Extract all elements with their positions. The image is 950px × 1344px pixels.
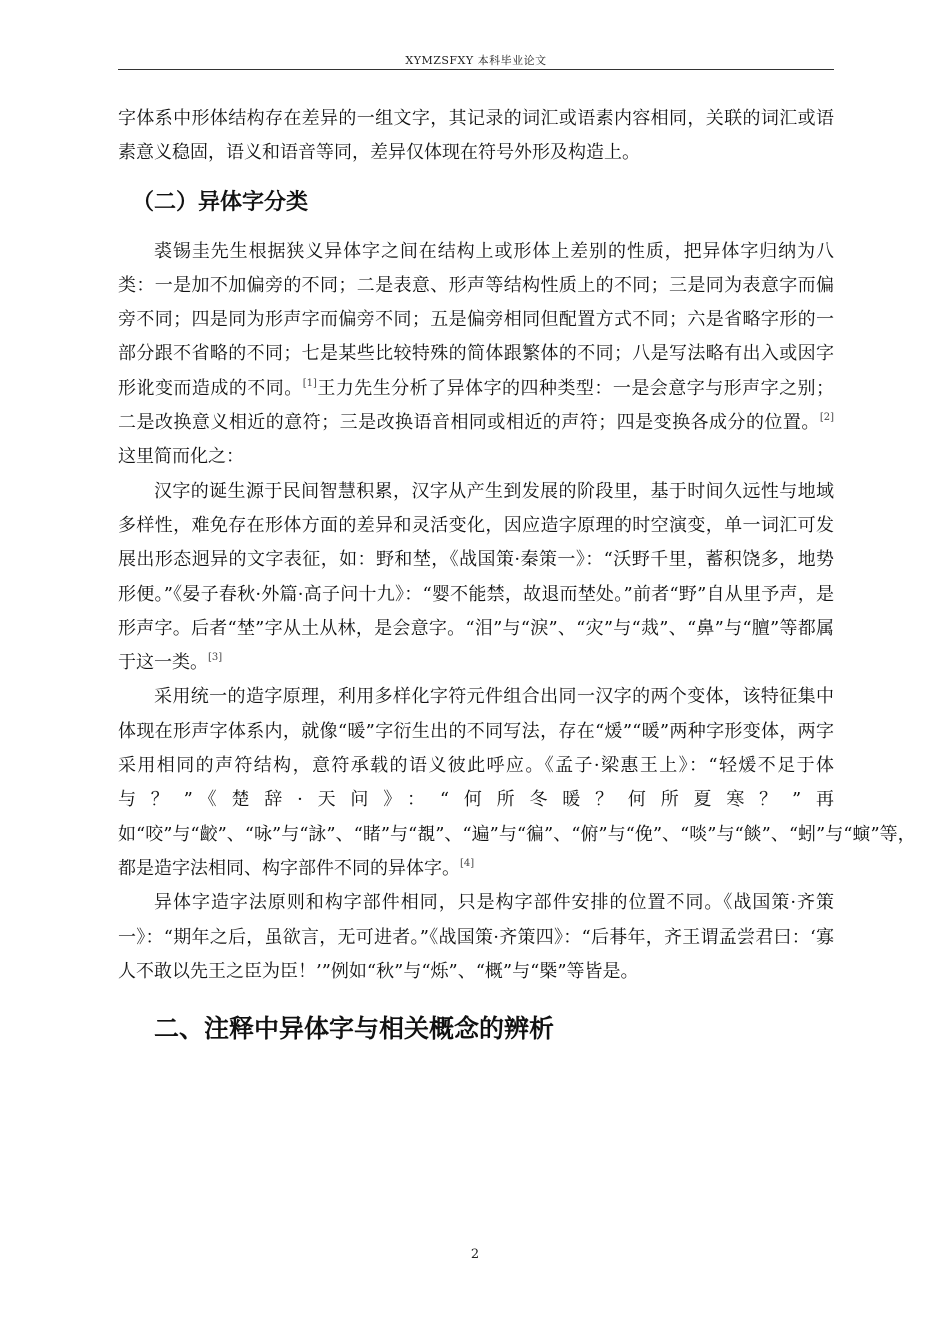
paragraph-origin <box>118 475 834 681</box>
text-origin: 汉字的诞生源于民间智慧积累，汉字从产生到发展的阶段里，基于时间久远性与地域多样性，难免存在形体方面的差异和灵活变化，因应造字原理的时空演变，单一词汇可发展出形态迥异的文字表征，如：野和埜，《战国策·秦策一》：“沃野千里，蓄积饶多，地势形便。”《晏子春秋·外篇·高子问十九》：“婴不能禁，故退而埜处。”前者“野”自从里予声，是形声字。后者“埜”字从土从林，是会意字。“泪”与“淚”、“灾”与“烖”、“鼻”与“膻”等都属于这一类。 <box>118 480 834 674</box>
paragraph-continuation: 字体系中形体结构存在差异的一组文字，其记录的词汇或语素内容相同，关联的词汇或语素意义稳固，语义和语音等同，差异仅体现在符号外形及构造上。 <box>118 108 834 164</box>
citation-1: [1] <box>302 377 317 389</box>
page-number: 2 <box>470 1247 480 1262</box>
text-same-principle: 采用统一的造字原理，利用多样化字符元件组合出同一汉字的两个变体，该特征集中体现在形声字体系内，就像“暖”字衍生出的不同写法，存在“煖”“暖”两种字形变体，两字采用相同的声符结构，意符承载的语义彼此呼应。《孟子·梁惠王上》：“轻煖不足于体与？”《楚辞·天问》：“何所冬暖？何所夏寒？”再如“咬”与“齩”、“咏”与“詠”、“睹”与“覩”、“遍”与“徧”、“俯”与“俛”、“啖”与“餤”、“蚓”与“螾”等，都是造字法相同、构字部件不同的异体字。 <box>118 686 916 879</box>
paragraph-same-principle <box>118 680 916 886</box>
citation-2: [2] <box>819 412 834 424</box>
citation-4: [4] <box>460 857 475 869</box>
paragraph-classification <box>118 235 834 475</box>
paragraph-position: 异体字造字法原则和构字部件相同，只是构字部件安排的位置不同。《战国策·齐策一》：“期年之后，虽欲言，无可进者。”《战国策·齐策四》：“后朞年，齐王谓孟尝君曰：‘寡人不敢以先王之臣为臣！’”例如“秋”与“烁”、“概”与“槩”等皆是。 <box>118 892 834 982</box>
chapter-heading-annotation: 二、注释中异体字与相关概念的辨析 <box>154 1014 555 1044</box>
page-header: XYMZSFXY 本科毕业论文 <box>405 54 547 67</box>
citation-3: [3] <box>208 652 223 664</box>
page-content <box>118 102 916 1049</box>
text-qiu-xigui: 裘锡圭先生根据狭义异体字之间在结构上或形体上差别的性质，把异体字归纳为八类：一是加不加偏旁的不同；二是表意、形声等结构性质上的不同；三是同为表意字而偏旁不同；四是同为形声字而偏旁不同；五是偏旁相同但配置方式不同；六是省略字形的一部分跟不省略的不同；七是某些比较特殊的简体跟繁体的不同；八是写法略有出入或因字形讹变而造成的不同。 <box>118 240 834 399</box>
text-simplify: 这里简而化之： <box>118 446 244 468</box>
text-wang-li: 王力先生分析了异体字的四种类型：一是会意字与形声字之别；二是改换意义相近的意符；三是改换语音相同或相近的声符；四是变换各成分的位置。 <box>118 377 835 434</box>
header-rule <box>118 69 834 70</box>
section-heading-variant-classification: （二）异体字分类 <box>132 189 309 215</box>
